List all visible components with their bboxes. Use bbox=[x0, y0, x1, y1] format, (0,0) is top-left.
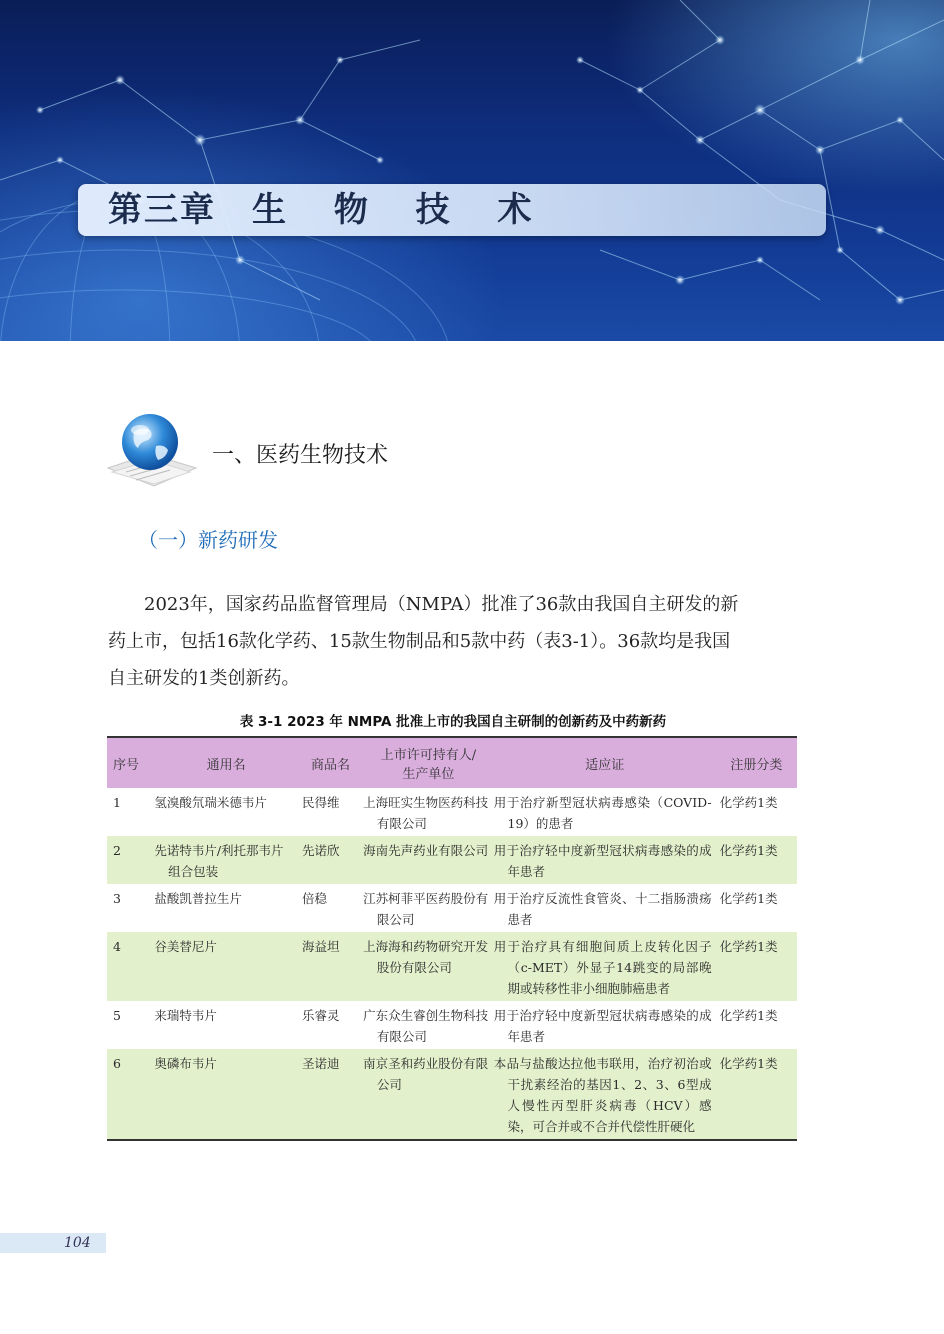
network-background bbox=[0, 0, 944, 341]
header-no: 序号 bbox=[107, 737, 154, 788]
cell-no: 4 bbox=[107, 932, 154, 1001]
table-caption: 表 3-1 2023 年 NMPA 批准上市的我国自主研制的创新药及中药新药 bbox=[239, 714, 667, 730]
page-number: 104 bbox=[64, 1235, 91, 1251]
cell-no: 6 bbox=[107, 1049, 154, 1140]
header-generic: 通用名 bbox=[154, 737, 298, 788]
header-holder-line1: 上市许可持有人/ bbox=[380, 748, 477, 763]
header-holder-line2: 生产单位 bbox=[402, 767, 455, 782]
cell-brand: 海益坦 bbox=[298, 932, 363, 1001]
cell-generic: 奥磷布韦片 bbox=[154, 1049, 298, 1140]
header-indication: 适应证 bbox=[494, 737, 716, 788]
cell-no: 5 bbox=[113, 1008, 121, 1023]
chapter-name: 生 物 技 术 bbox=[252, 190, 550, 230]
cell-indication: 本品与盐酸达拉他韦联用，治疗初治或干扰素经治的基因1、2、3、6型成人慢性丙型肝炎病毒（HCV）感染，可合并或不合并代偿性肝硬化 bbox=[494, 1049, 716, 1140]
cell-indication: 用于治疗反流性食管炎、十二指肠溃疡患者 bbox=[493, 891, 712, 927]
table-row bbox=[107, 1049, 797, 1140]
cell-indication: 用于治疗轻中度新型冠状病毒感染的成年患者 bbox=[494, 836, 716, 884]
cell-no: 1 bbox=[113, 795, 121, 810]
cell-indication: 用于治疗具有细胞间质上皮转化因子（c-MET）外显子14跳变的局部晚期或转移性非小细胞肺癌患者 bbox=[494, 932, 716, 1001]
paragraph-line: 2023年，国家药品监督管理局（NMPA）批准了36款由我国自主研发的新 bbox=[144, 594, 739, 615]
body-paragraph bbox=[108, 586, 798, 697]
cell-category: 化学药1类 bbox=[716, 1049, 797, 1140]
table-header-row bbox=[107, 737, 797, 788]
cell-category: 化学药1类 bbox=[719, 795, 778, 810]
header-holder bbox=[363, 737, 494, 788]
chapter-title bbox=[108, 188, 550, 232]
globe-document-icon bbox=[104, 410, 200, 492]
table-row bbox=[107, 1001, 797, 1049]
paragraph-line: 自主研发的1类创新药。 bbox=[108, 668, 300, 689]
cell-brand: 先诺欣 bbox=[298, 836, 363, 884]
header-category: 注册分类 bbox=[716, 737, 797, 788]
cell-generic: 谷美替尼片 bbox=[154, 932, 298, 1001]
subsection-title: （一）新药研发 bbox=[138, 528, 278, 552]
cell-holder: 上海海和药物研究开发股份有限公司 bbox=[363, 932, 494, 1001]
cell-holder: 广东众生睿创生物科技有限公司 bbox=[363, 1008, 489, 1044]
cell-brand: 乐睿灵 bbox=[301, 1008, 340, 1023]
section-title: 一、医药生物技术 bbox=[212, 443, 389, 468]
cell-brand: 倍稳 bbox=[301, 891, 327, 906]
cell-category: 化学药1类 bbox=[716, 932, 797, 1001]
cell-category: 化学药1类 bbox=[716, 836, 797, 884]
chapter-banner bbox=[0, 0, 944, 341]
chapter-prefix: 第三章 bbox=[108, 190, 216, 230]
cell-generic: 来瑞特韦片 bbox=[154, 1008, 217, 1023]
table-row bbox=[107, 788, 797, 836]
cell-brand: 圣诺迪 bbox=[298, 1049, 363, 1140]
paragraph-line: 药上市，包括16款化学药、15款生物制品和5款中药（表3-1）。36款均是我国 bbox=[108, 631, 731, 652]
cell-holder: 江苏柯菲平医药股份有限公司 bbox=[363, 891, 489, 927]
cell-generic: 氢溴酸氘瑞米德韦片 bbox=[154, 795, 267, 810]
cell-brand: 民得维 bbox=[301, 795, 340, 810]
cell-category: 化学药1类 bbox=[719, 1008, 778, 1023]
cell-holder: 海南先声药业有限公司 bbox=[363, 836, 494, 884]
header-brand: 商品名 bbox=[298, 737, 363, 788]
cell-holder: 上海旺实生物医药科技有限公司 bbox=[363, 795, 489, 831]
table-row bbox=[107, 836, 797, 884]
table-row bbox=[107, 932, 797, 1001]
cell-generic: 盐酸凯普拉生片 bbox=[154, 891, 242, 906]
cell-category: 化学药1类 bbox=[719, 891, 778, 906]
table-row bbox=[107, 884, 797, 932]
cell-no: 2 bbox=[107, 836, 154, 884]
cell-generic: 先诺特韦片/利托那韦片组合包装 bbox=[154, 836, 298, 884]
cell-indication: 用于治疗新型冠状病毒感染（COVID-19）的患者 bbox=[493, 795, 712, 831]
cell-holder: 南京圣和药业股份有限公司 bbox=[363, 1049, 494, 1140]
cell-no: 3 bbox=[113, 891, 121, 906]
cell-indication: 用于治疗轻中度新型冠状病毒感染的成年患者 bbox=[493, 1008, 712, 1044]
drug-table bbox=[107, 736, 797, 1141]
